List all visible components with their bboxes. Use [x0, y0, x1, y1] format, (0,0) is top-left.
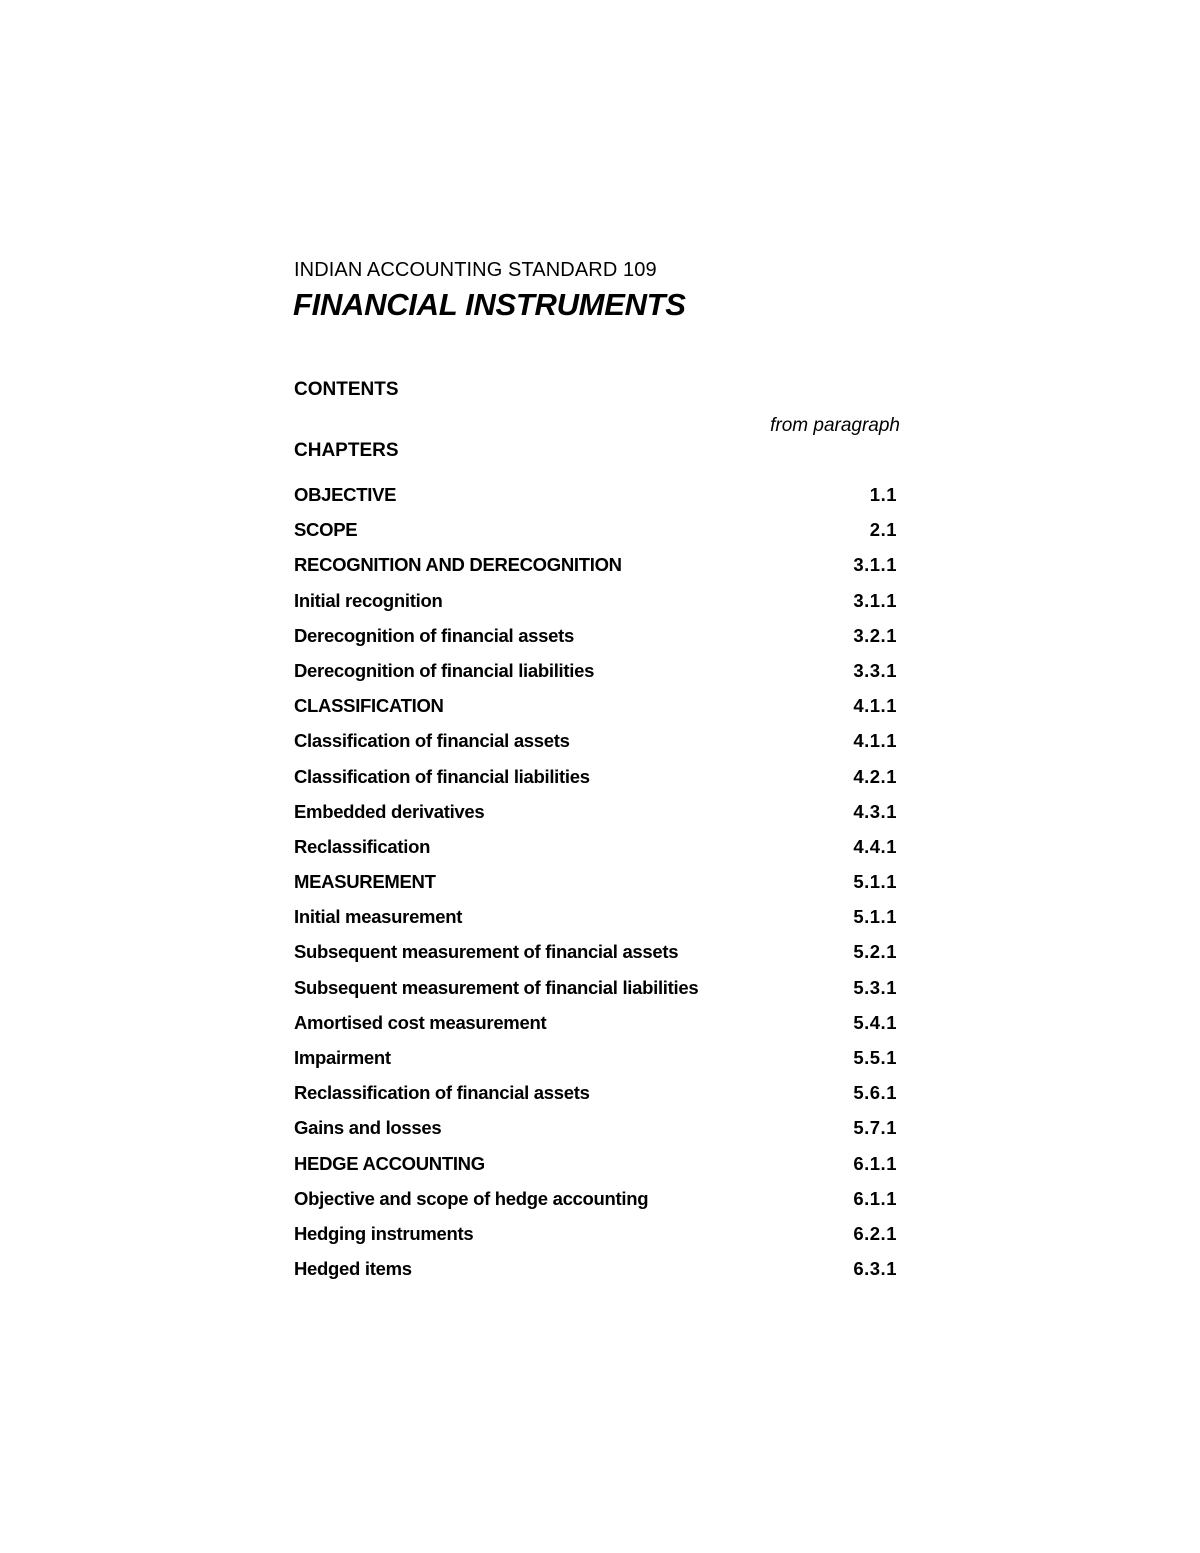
- toc-entry-title: Amortised cost measurement: [294, 1011, 547, 1033]
- toc-entry-title: Classification of financial assets: [294, 730, 570, 752]
- toc-entry-paragraph: 4.1.1: [853, 730, 897, 752]
- toc-entry-paragraph: 6.2.1: [853, 1222, 897, 1244]
- toc-entry: [294, 977, 900, 1012]
- toc-entry-title: MEASUREMENT: [294, 871, 436, 893]
- toc-entry-paragraph: 6.3.1: [853, 1258, 897, 1280]
- toc-entry-paragraph: 3.2.1: [853, 624, 897, 646]
- toc-entry-title: Reclassification of financial assets: [294, 1082, 590, 1104]
- standard-number: INDIAN ACCOUNTING STANDARD 109: [294, 259, 657, 281]
- toc-entry-paragraph: 1.1: [869, 484, 897, 505]
- toc-entry-title: Gains and losses: [294, 1117, 442, 1139]
- toc-entry-paragraph: 5.1.1: [853, 871, 897, 893]
- toc-entry: [294, 695, 900, 730]
- toc-entry: [294, 1012, 900, 1047]
- toc-entry: [294, 1223, 900, 1258]
- toc-entry: [294, 906, 900, 941]
- toc-entry-title: Hedged items: [294, 1258, 412, 1280]
- document-title: FINANCIAL INSTRUMENTS: [293, 287, 686, 322]
- toc-entry: [294, 519, 900, 554]
- contents-heading: CONTENTS: [294, 379, 399, 400]
- toc-entry-title: Subsequent measurement of financial assets: [294, 941, 679, 963]
- toc-entry-paragraph: 5.5.1: [853, 1047, 897, 1068]
- toc-entry-paragraph: 4.2.1: [853, 765, 897, 787]
- toc-entry-title: Initial measurement: [294, 906, 463, 928]
- toc-entry-title: Subsequent measurement of financial liabilities: [294, 976, 699, 998]
- table-of-contents: [294, 484, 900, 1293]
- toc-entry: [294, 730, 900, 765]
- toc-entry: [294, 766, 900, 801]
- toc-entry: [294, 1153, 900, 1188]
- toc-entry-paragraph: 3.1.1: [853, 589, 897, 611]
- toc-entry: [294, 1047, 900, 1082]
- toc-entry: [294, 836, 900, 871]
- toc-entry: [294, 871, 900, 906]
- toc-entry-title: SCOPE: [294, 519, 358, 541]
- toc-entry: [294, 660, 900, 695]
- toc-entry-title: Initial recognition: [294, 589, 443, 611]
- toc-entry-title: HEDGE ACCOUNTING: [294, 1152, 485, 1174]
- toc-entry-title: CLASSIFICATION: [294, 695, 444, 717]
- toc-entry-paragraph: 5.4.1: [853, 1011, 897, 1033]
- toc-entry: [294, 554, 900, 589]
- toc-entry-title: Embedded derivatives: [294, 800, 485, 822]
- chapters-heading: CHAPTERS: [294, 440, 399, 461]
- toc-entry-paragraph: 6.1.1: [853, 1152, 897, 1174]
- toc-entry-title: RECOGNITION AND DERECOGNITION: [294, 554, 622, 576]
- toc-entry-title: Reclassification: [294, 835, 431, 857]
- toc-entry: [294, 1188, 900, 1223]
- toc-entry-paragraph: 5.3.1: [853, 976, 897, 998]
- toc-entry-title: Derecognition of financial liabilities: [294, 659, 595, 681]
- toc-entry: [294, 801, 900, 836]
- toc-entry-paragraph: 2.1: [869, 519, 897, 541]
- toc-entry-paragraph: 5.2.1: [853, 941, 897, 963]
- toc-entry-paragraph: 5.7.1: [853, 1117, 897, 1139]
- toc-entry: [294, 484, 900, 519]
- toc-entry: [294, 590, 900, 625]
- toc-entry-title: Impairment: [294, 1047, 391, 1068]
- toc-entry-paragraph: 6.1.1: [853, 1187, 897, 1209]
- toc-entry: [294, 941, 900, 976]
- toc-entry-title: Objective and scope of hedge accounting: [294, 1187, 649, 1209]
- toc-entry-title: Hedging instruments: [294, 1222, 474, 1244]
- toc-entry-paragraph: 4.1.1: [853, 695, 897, 717]
- toc-entry-paragraph: 3.1.1: [853, 554, 897, 576]
- toc-entry-title: Derecognition of financial assets: [294, 624, 575, 646]
- toc-entry-title: Classification of financial liabilities: [294, 765, 590, 787]
- toc-entry-paragraph: 5.1.1: [853, 906, 897, 928]
- toc-entry: [294, 1082, 900, 1117]
- toc-entry-title: OBJECTIVE: [294, 484, 397, 505]
- toc-entry: [294, 625, 900, 660]
- toc-entry-paragraph: 5.6.1: [853, 1082, 897, 1104]
- toc-entry: [294, 1258, 900, 1293]
- toc-entry-paragraph: 4.4.1: [853, 835, 897, 857]
- paragraph-column-heading: from paragraph: [770, 415, 900, 436]
- toc-entry-paragraph: 3.3.1: [853, 659, 897, 681]
- toc-entry: [294, 1117, 900, 1152]
- toc-entry-paragraph: 4.3.1: [853, 800, 897, 822]
